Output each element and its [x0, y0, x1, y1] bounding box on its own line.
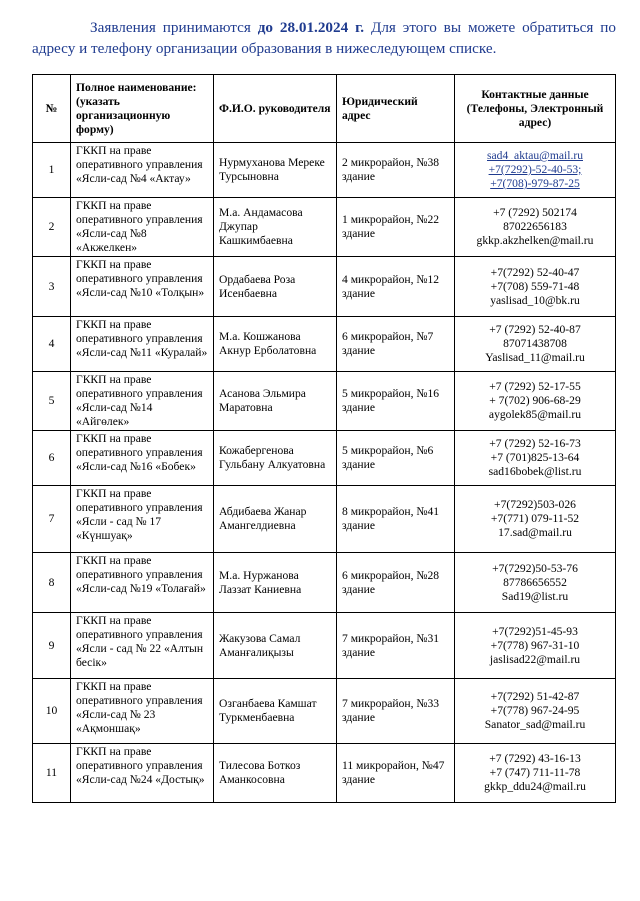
- contact-email: 17.sad@mail.ru: [498, 526, 572, 539]
- contact-email: gkkp.akzhelken@mail.ru: [476, 234, 594, 247]
- contact-details: [455, 486, 616, 553]
- contact-details: [455, 198, 616, 257]
- director-name: Озганбаева Камшат Туркменбаевна: [214, 679, 337, 744]
- table-row: [33, 613, 616, 679]
- organization-name-cell: [71, 198, 214, 257]
- contact-phone: +7(771) 079-11-52: [490, 512, 580, 525]
- intro-prefix: Заявления принимаются: [90, 19, 258, 36]
- intro-paragraph: [32, 17, 616, 59]
- contact-details: [455, 143, 616, 198]
- row-number: 10: [33, 679, 71, 744]
- organization-name-cell: [71, 486, 214, 553]
- organization-name: ГККП на праве оперативного управления «Ясли-сад №10 «Толқын»: [76, 258, 205, 299]
- header-contacts: Контактные данные (Телефоны, Электронный адрес): [455, 75, 616, 143]
- header-legal-address: Юридический адрес: [337, 75, 455, 143]
- organization-name-cell: [71, 257, 214, 317]
- contact-email: yaslisad_10@bk.ru: [490, 293, 580, 307]
- director-name: Тилесова Боткоз Аманкосовна: [214, 744, 337, 803]
- contact-email: aygolek85@mail.ru: [488, 408, 582, 421]
- legal-address: 4 микрорайон, №12 здание: [337, 257, 455, 317]
- organization-name: ГККП на праве оперативного управления «Ясли-сад №4 «Актау»: [76, 144, 203, 185]
- organization-name: ГККП на праве оперативного управления «Ясли-сад №11 «Куралай»: [76, 318, 208, 359]
- header-full-name: Полное наименование: (указать организационную форму): [71, 75, 214, 143]
- legal-address: 7 микрорайон, №31 здание: [337, 613, 455, 679]
- organization-name: ГККП на праве оперативного управления «Ясли-сад № 23 «Ақмоншақ»: [76, 680, 203, 735]
- organization-name-cell: [71, 317, 214, 372]
- contact-email: gkkp_ddu24@mail.ru: [484, 780, 586, 793]
- contact-phone: +7 (7292) 502174: [493, 206, 577, 219]
- contact-email: Sanator_sad@mail.ru: [484, 718, 586, 731]
- legal-address: 7 микрорайон, №33 здание: [337, 679, 455, 744]
- contact-phone: 87022656183: [503, 220, 567, 233]
- contact-phone[interactable]: +7(7292)-52-40-53;: [488, 163, 582, 176]
- table-row: [33, 744, 616, 803]
- contact-email: Yaslisad_11@mail.ru: [485, 351, 585, 364]
- table-row: [33, 257, 616, 317]
- legal-address: 1 микрорайон, №22 здание: [337, 198, 455, 257]
- contact-details: [455, 679, 616, 744]
- organizations-table: [32, 74, 616, 803]
- contact-phone: +7(708) 559-71-48: [490, 279, 580, 293]
- header-number: №: [33, 75, 71, 143]
- legal-address: 5 микрорайон, №16 здание: [337, 372, 455, 431]
- contact-details: [455, 744, 616, 803]
- row-number: 2: [33, 198, 71, 257]
- table-row: [33, 372, 616, 431]
- row-number: 3: [33, 257, 71, 317]
- contact-email: sad16bobek@list.ru: [488, 465, 582, 478]
- legal-address: 6 микрорайон, №28 здание: [337, 553, 455, 613]
- header-director: Ф.И.О. руководителя: [214, 75, 337, 143]
- contact-phone[interactable]: +7(708)-979-87-25: [490, 177, 580, 190]
- row-number: 7: [33, 486, 71, 553]
- contact-phone: +7 (747) 711-11-78: [489, 766, 581, 779]
- table-row: [33, 553, 616, 613]
- table-row: [33, 431, 616, 486]
- contact-phone: 87786656552: [503, 575, 567, 589]
- contact-details: [455, 257, 616, 317]
- organization-name-cell: [71, 679, 214, 744]
- organization-name-cell: [71, 613, 214, 679]
- director-name: Кожабергенова Гульбану Алкуатовна: [214, 431, 337, 486]
- organization-name: ГККП на праве оперативного управления «Ясли - сад № 17 «Күншуақ»: [76, 487, 203, 542]
- legal-address: 11 микрорайон, №47 здание: [337, 744, 455, 803]
- director-name: Абдибаева Жанар Амангелдиевна: [214, 486, 337, 553]
- organization-name-cell: [71, 431, 214, 486]
- contact-email: Sad19@list.ru: [501, 589, 569, 603]
- contact-phone: +7(7292) 52-40-47: [490, 265, 580, 279]
- organization-name: ГККП на праве оперативного управления «Ясли - сад № 22 «Алтын бесік»: [76, 614, 204, 669]
- contact-details: [455, 431, 616, 486]
- row-number: 4: [33, 317, 71, 372]
- contact-email: jaslisad22@mail.ru: [489, 652, 581, 666]
- legal-address: 6 микрорайон, №7 здание: [337, 317, 455, 372]
- organization-name: ГККП на праве оперативного управления «Ясли-сад №24 «Достық»: [76, 745, 205, 786]
- contact-phone: +7(7292)503-026: [494, 498, 576, 511]
- table-header-row: [33, 75, 616, 143]
- row-number: 6: [33, 431, 71, 486]
- contact-phone: +7(778) 967-31-10: [490, 638, 580, 652]
- director-name: М.а. Андамасова Джупар Кашкимбаевна: [214, 198, 337, 257]
- table-row: [33, 486, 616, 553]
- row-number: 1: [33, 143, 71, 198]
- table-row: [33, 679, 616, 744]
- contact-phone: +7(7292) 51-42-87: [490, 690, 580, 703]
- organization-name-cell: [71, 553, 214, 613]
- organization-name: ГККП на праве оперативного управления «Ясли-сад №8 «Акжелкен»: [76, 199, 203, 254]
- contact-phone: +7 (7292) 52-16-73: [489, 437, 581, 450]
- organization-name-cell: [71, 744, 214, 803]
- legal-address: 2 микрорайон, №38 здание: [337, 143, 455, 198]
- contact-details: [455, 613, 616, 679]
- contact-phone: +7(7292)51-45-93: [492, 624, 578, 638]
- organization-name: ГККП на праве оперативного управления «Ясли-сад №16 «Бобек»: [76, 432, 203, 473]
- director-name: Жакузова Самал Аманғалиқызы: [214, 613, 337, 679]
- director-name: М.а. Нуржанова Лаззат Каниевна: [214, 553, 337, 613]
- organization-name-cell: [71, 143, 214, 198]
- row-number: 5: [33, 372, 71, 431]
- deadline-date: до 28.01.2024 г.: [257, 19, 365, 36]
- legal-address: 8 микрорайон, №41 здание: [337, 486, 455, 553]
- table-row: [33, 198, 616, 257]
- intro-suffix: Для этого вы можете обратиться по адресу и телефону организации образования в нижеследующем списке.: [32, 19, 616, 57]
- contact-phone: +7 (7292) 43-16-13: [489, 752, 581, 765]
- organization-name: ГККП на праве оперативного управления «Ясли-сад №14 «Айгөлек»: [76, 373, 203, 428]
- organization-name: ГККП на праве оперативного управления «Ясли-сад №19 «Толағай»: [76, 554, 206, 595]
- contact-details: [455, 372, 616, 431]
- contact-phone: +7 (7292) 52-17-55: [489, 380, 581, 393]
- director-name: Нурмуханова Мереке Турсыновна: [214, 143, 337, 198]
- contact-email[interactable]: sad4_aktau@mail.ru: [487, 149, 583, 162]
- row-number: 8: [33, 553, 71, 613]
- row-number: 11: [33, 744, 71, 803]
- director-name: М.а. Кошжанова Акнур Ерболатовна: [214, 317, 337, 372]
- legal-address: 5 микрорайон, №6 здание: [337, 431, 455, 486]
- contact-phone: +7(778) 967-24-95: [490, 704, 580, 717]
- contact-details: [455, 553, 616, 613]
- director-name: Ордабаева Роза Исенбаевна: [214, 257, 337, 317]
- contact-phone: + 7(702) 906-68-29: [489, 394, 581, 407]
- contact-phone: +7(7292)50-53-76: [492, 561, 578, 575]
- row-number: 9: [33, 613, 71, 679]
- table-row: [33, 317, 616, 372]
- contact-phone: +7 (7292) 52-40-87: [489, 323, 581, 336]
- organization-name-cell: [71, 372, 214, 431]
- contact-phone: +7 (701)825-13-64: [490, 451, 580, 464]
- table-row: [33, 143, 616, 198]
- contact-phone: 87071438708: [503, 337, 567, 350]
- contact-details: [455, 317, 616, 372]
- director-name: Асанова Эльмира Маратовна: [214, 372, 337, 431]
